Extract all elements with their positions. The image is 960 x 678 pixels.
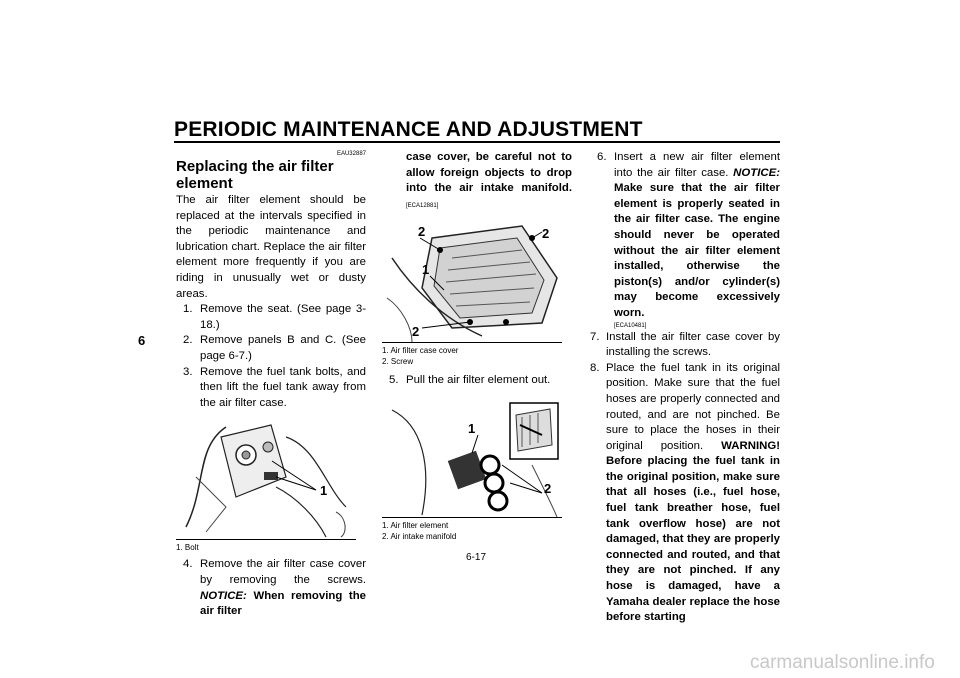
- bolt-illustration: [176, 417, 356, 539]
- section-title: Replacing the air filter element: [176, 158, 334, 192]
- notice-code: [ECA10481]: [614, 322, 647, 329]
- figure-air-filter-element: [382, 395, 562, 542]
- chapter-number: 6: [138, 333, 146, 348]
- callout-2b: 2: [542, 226, 550, 242]
- figure-caption: 1. Air filter element 2. Air intake manifold: [382, 517, 562, 542]
- watermark: carmanualsonline.info: [750, 652, 935, 673]
- callout-2c: 2: [412, 324, 420, 340]
- column-1: [176, 150, 366, 620]
- air-filter-element-illustration: [382, 395, 562, 517]
- intro-paragraph: The air filter element should be replaced at the intervals specified in the periodic maintenance and lubrication chart. Replace the air filter element more frequently if you are riding in unusually wet or dusty areas.: [176, 194, 366, 300]
- header-rule: [174, 141, 780, 143]
- step-3: 3. Remove the fuel tank bolts, and then lift the fuel tank away from the air filter case.: [183, 365, 366, 409]
- step-4: 4. Remove the air filter case cover by removing the screws. NOTICE: When removing the air filter: [183, 558, 366, 618]
- page-number: 6-17: [466, 552, 487, 563]
- callout-1: 1: [320, 483, 328, 499]
- column-2: [382, 150, 572, 546]
- step-8: 8. Place the fuel tank in its original position. Make sure that the fuel hoses are properly connected and routed, and are not pinched. Be sure to place the hoses in their original position. WARNING! Before placing the fuel tank in the original position, make sure that all hoses (i.e., fuel hose, fuel tank breather hose, fuel tank overflow hose) are not damaged, that they are properly connected and routed, and that they are not pinched. If any hose is damaged, have a Yamaha dealer replace the hose before starting: [590, 361, 780, 624]
- callout-2: 2: [544, 480, 552, 496]
- step-2: 2. Remove panels B and C. (See page 6-7.): [183, 334, 366, 362]
- step-7: 7. Install the air filter case cover by installing the screws.: [590, 330, 780, 359]
- notice-continued: case cover, be careful not to allow foreign objects to drop into the air intake manifold. [ECA12881]: [406, 151, 572, 209]
- figure-caption: 1. Bolt: [176, 539, 356, 553]
- figure-air-filter-cover: [382, 218, 562, 367]
- callout-1: 1: [468, 420, 476, 436]
- column-3: [590, 150, 780, 626]
- air-filter-cover-illustration: [382, 218, 562, 342]
- callout-1: 1: [422, 262, 430, 278]
- page-title: PERIODIC MAINTENANCE AND ADJUSTMENT: [174, 118, 643, 141]
- step-1: 1. Remove the seat. (See page 3-18.): [183, 303, 366, 331]
- step-6: 6. Insert a new air filter element into the air filter case. NOTICE: Make sure that the air filter element is properly seated in the air filter case. The engine should never be operated without the air filter element installed, otherwise the piston(s) and/or cylinder(s) may become excessively worn.: [597, 151, 780, 319]
- figure-caption: 1. Air filter case cover 2. Screw: [382, 342, 562, 367]
- section-code: EAU32887: [336, 151, 366, 157]
- callout-2a: 2: [418, 224, 426, 240]
- step-5: 5. Pull the air filter element out.: [389, 374, 551, 387]
- figure-bolt: [176, 417, 356, 553]
